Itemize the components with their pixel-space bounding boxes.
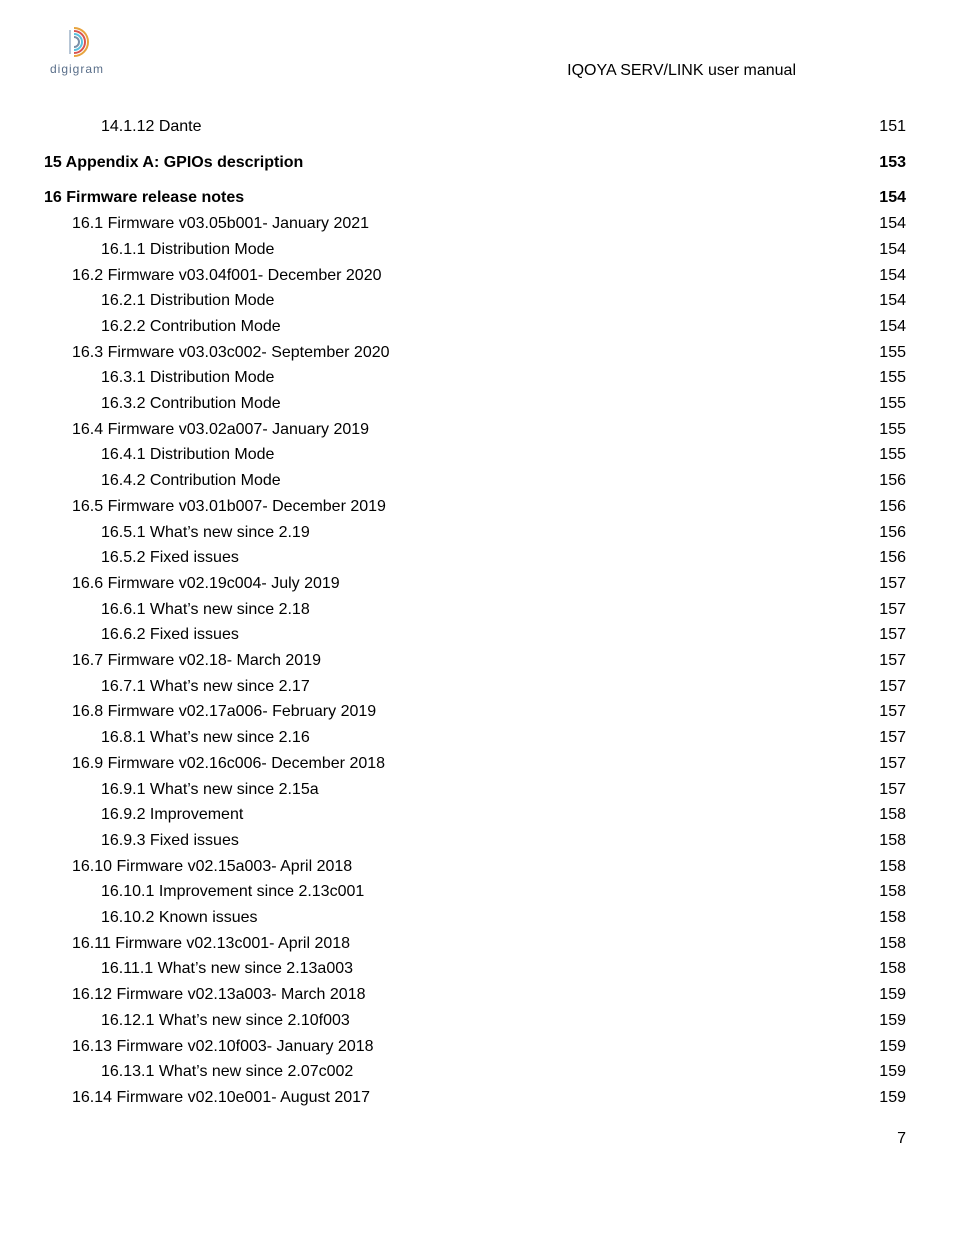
- toc-entry-page: 159: [879, 1063, 906, 1081]
- digigram-logo-icon: [64, 24, 100, 60]
- toc-entry-page: 157: [879, 600, 906, 618]
- toc-entry-title: 16.13 Firmware v02.10f003- January 2018: [72, 1037, 374, 1055]
- toc-entry-title: 16.10 Firmware v02.15a003- April 2018: [72, 857, 353, 875]
- toc-entry[interactable]: [0, 933, 954, 955]
- toc-entry-title: 16.7 Firmware v02.18- March 2019: [72, 652, 321, 669]
- toc-entry-title: 14.1.12 Dante: [101, 118, 202, 135]
- toc-entry-page: 159: [879, 986, 906, 1004]
- toc-entry-title: 16.8.1 What’s new since 2.16: [101, 729, 310, 747]
- toc-entry[interactable]: [0, 727, 954, 749]
- toc-entry[interactable]: [0, 573, 954, 595]
- toc-entry-title: 15 Appendix A: GPIOs description: [44, 153, 304, 171]
- toc-entry[interactable]: [0, 393, 954, 415]
- toc-entry-title: 16.9.2 Improvement: [101, 806, 244, 824]
- toc-entry-page: 157: [879, 729, 906, 747]
- toc-entry-title: 16.1.1 Distribution Mode: [101, 240, 275, 258]
- toc-entry[interactable]: [0, 753, 954, 775]
- toc-entry-page: 153: [879, 153, 906, 171]
- toc-entry-title: 16.6.2 Fixed issues: [101, 626, 239, 644]
- toc-entry[interactable]: [0, 213, 954, 235]
- toc-entry-title: 16.5 Firmware v03.01b007- December 2019: [72, 497, 386, 515]
- toc-entry[interactable]: [0, 367, 954, 389]
- toc-entry-title: 16.9.3 Fixed issues: [101, 831, 239, 849]
- toc-entry[interactable]: [0, 958, 954, 980]
- toc-entry-page: 156: [879, 472, 906, 490]
- toc-entry-page: 155: [879, 369, 906, 387]
- toc-entry-page: 159: [879, 1037, 906, 1055]
- toc-entry-page: 155: [879, 343, 906, 361]
- logo-text: digigram: [50, 62, 105, 76]
- toc-entry-title: 16 Firmware release notes: [44, 189, 245, 207]
- toc-entry-title: 16.12 Firmware v02.13a003- March 2018: [72, 986, 366, 1004]
- toc-entry-title: 16.5.1 What’s new since 2.19: [101, 523, 310, 541]
- toc-entry-title: 16.3.1 Distribution Mode: [101, 369, 275, 387]
- page-number: 7: [897, 1130, 906, 1147]
- toc-entry[interactable]: [0, 1087, 954, 1109]
- toc-entry-page: 155: [879, 420, 906, 438]
- toc-entry-page: 158: [879, 831, 906, 849]
- document-title: IQOYA SERV/LINK user manual: [567, 62, 796, 79]
- toc-entry[interactable]: [0, 444, 954, 466]
- toc-entry-page: 156: [879, 523, 906, 541]
- toc-entry-title: 16.5.2 Fixed issues: [101, 549, 239, 567]
- toc-entry[interactable]: [0, 624, 954, 646]
- toc-entry[interactable]: [0, 881, 954, 903]
- toc-entry[interactable]: [0, 984, 954, 1006]
- toc-entry-page: 159: [879, 1011, 906, 1029]
- toc-entry-title: 16.8 Firmware v02.17a006- February 2019: [72, 703, 377, 721]
- toc-entry-page: 156: [879, 549, 906, 567]
- toc-entry-page: 158: [879, 806, 906, 824]
- toc-entry-page: 158: [879, 909, 906, 926]
- toc-entry-page: 157: [879, 652, 906, 669]
- toc-entry-title: 16.10.2 Known issues: [101, 909, 258, 926]
- toc-entry[interactable]: [0, 187, 954, 209]
- toc-entry-page: 154: [879, 240, 906, 258]
- toc-entry[interactable]: [0, 116, 954, 138]
- toc-entry-page: 158: [879, 960, 906, 978]
- toc-entry-page: 156: [879, 497, 906, 515]
- toc-entry[interactable]: [0, 779, 954, 801]
- toc-entry-page: 154: [879, 317, 906, 335]
- toc-entry-title: 16.10.1 Improvement since 2.13c001: [101, 883, 365, 901]
- toc-entry-page: 154: [879, 215, 906, 233]
- toc-entry[interactable]: [0, 419, 954, 441]
- toc-entry[interactable]: [0, 290, 954, 312]
- toc-entry[interactable]: [0, 830, 954, 852]
- toc-entry-page: 157: [879, 626, 906, 644]
- toc-entry-title: 16.12.1 What’s new since 2.10f003: [101, 1011, 350, 1029]
- toc-entry[interactable]: [0, 470, 954, 492]
- toc-entry-page: 158: [879, 857, 906, 875]
- toc-entry-page: 157: [879, 703, 906, 721]
- toc-entry[interactable]: [0, 676, 954, 698]
- toc-entry[interactable]: [0, 599, 954, 621]
- toc-entry-page: 154: [879, 189, 906, 207]
- toc-entry[interactable]: [0, 701, 954, 723]
- toc-entry-title: 16.2.1 Distribution Mode: [101, 292, 275, 310]
- toc-entry[interactable]: [0, 265, 954, 287]
- toc-entry-title: 16.11.1 What’s new since 2.13a003: [101, 960, 354, 978]
- toc-entry[interactable]: [0, 1061, 954, 1083]
- toc-entry-title: 16.3.2 Contribution Mode: [101, 395, 281, 412]
- toc-entry-title: 16.11 Firmware v02.13c001- April 2018: [72, 934, 351, 952]
- toc-entry-title: 16.2 Firmware v03.04f001- December 2020: [72, 266, 382, 284]
- toc-entry-page: 155: [879, 446, 906, 464]
- toc-entry-page: 157: [879, 677, 906, 695]
- toc-entry-title: 16.7.1 What’s new since 2.17: [101, 677, 310, 695]
- toc-entry-title: 16.9 Firmware v02.16c006- December 2018: [72, 754, 386, 772]
- toc-entry-title: 16.4.1 Distribution Mode: [101, 446, 275, 464]
- toc-entry-page: 151: [879, 118, 906, 135]
- toc-entry[interactable]: [0, 152, 954, 174]
- toc-entry[interactable]: [0, 316, 954, 338]
- toc-entry-title: 16.6.1 What’s new since 2.18: [101, 600, 310, 618]
- toc-entry[interactable]: [0, 522, 954, 544]
- toc-entry-page: 157: [879, 574, 906, 592]
- toc-entry-page: 158: [879, 934, 906, 952]
- toc-entry-page: 158: [879, 883, 906, 901]
- toc-entry-page: 159: [879, 1088, 906, 1106]
- toc-entry[interactable]: [0, 804, 954, 826]
- toc-entry-title: 16.4 Firmware v03.02a007- January 2019: [72, 420, 370, 438]
- toc-entry-title: 16.13.1 What’s new since 2.07c002: [101, 1063, 354, 1081]
- toc-entry[interactable]: [0, 1010, 954, 1032]
- toc-entry-page: 154: [879, 292, 906, 310]
- toc-entry-title: 16.4.2 Contribution Mode: [101, 472, 281, 490]
- toc-entry-page: 154: [879, 266, 906, 284]
- toc-entry[interactable]: [0, 650, 954, 672]
- toc-entry[interactable]: [0, 239, 954, 261]
- toc-entry-title: 16.6 Firmware v02.19c004- July 2019: [72, 574, 340, 592]
- toc-entry-page: 157: [879, 780, 906, 798]
- toc-entry-title: 16.3 Firmware v03.03c002- September 2020: [72, 343, 390, 361]
- toc-entry-title: 16.9.1 What’s new since 2.15a: [101, 780, 319, 798]
- toc-entry[interactable]: [0, 1036, 954, 1058]
- toc-entry-page: 157: [879, 754, 906, 772]
- toc-entry[interactable]: [0, 342, 954, 364]
- toc-entry-title: 16.2.2 Contribution Mode: [101, 317, 281, 335]
- toc-entry[interactable]: [0, 856, 954, 878]
- toc-entry-title: 16.1 Firmware v03.05b001- January 2021: [72, 215, 370, 233]
- toc-entry-title: 16.14 Firmware v02.10e001- August 2017: [72, 1088, 370, 1106]
- toc-entry[interactable]: [0, 547, 954, 569]
- toc-entry[interactable]: [0, 907, 954, 929]
- toc-entry[interactable]: [0, 496, 954, 518]
- digigram-logo: [46, 24, 116, 80]
- toc-entry-page: 155: [879, 395, 906, 412]
